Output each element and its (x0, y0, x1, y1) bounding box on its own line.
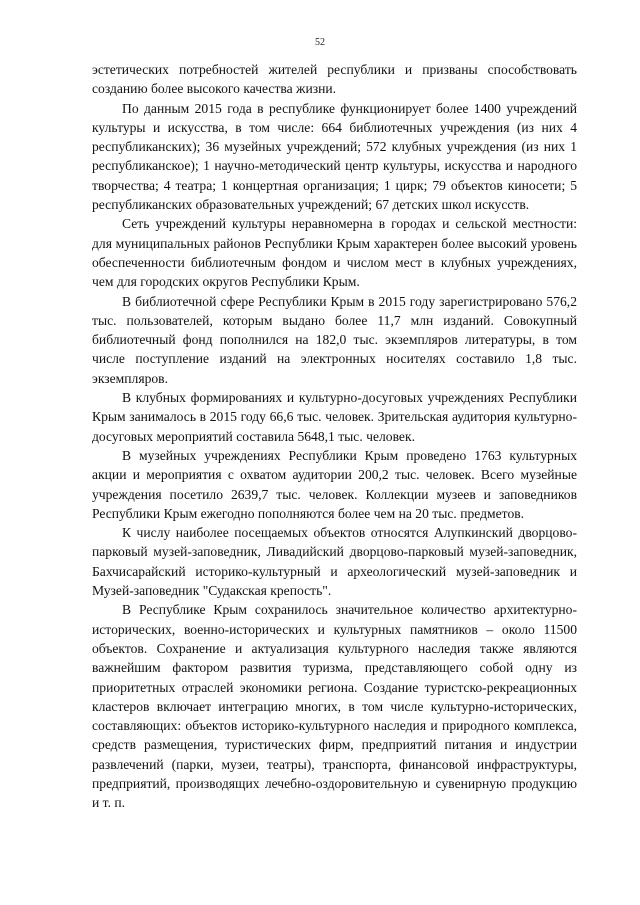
paragraph-clubs: В клубных формированиях и культурно-досуговых учреждениях Республики Крым занималось в 2015 году 66,6 тыс. человек. Зрительская аудитория культурно-досуговых мероприятий составила 5648,1 тыс. человек. (92, 390, 577, 444)
paragraph-visited-objects: К числу наиболее посещаемых объектов относятся Алупкинский дворцово-парковый музей-заповедник, Ливадийский дворцово-парковый музей-заповедник, Бахчисарайский историко-культурный и археологический музей-заповедник и Музей-заповедник "Судакская крепость". (92, 525, 577, 599)
paragraph-libraries: В библиотечной сфере Республики Крым в 2015 году зарегистрировано 576,2 тыс. пользователей, которым выдано более 11,7 млн изданий. Совокупный библиотечный фонд пополнился на 182,0 тыс. экземпляров литературы, в том числе поступление изданий на электронных носителях составило 1,8 тыс. экземпляров. (92, 293, 577, 386)
document-body (92, 60, 577, 813)
paragraph-institutions: По данным 2015 года в республике функционирует более 1400 учреждений культуры и искусства, в том числе: 664 библиотечных учреждения (из них 4 республиканских); 36 музейных учреждений; 572 клубных учреждения (из них 1 республиканское); 1 научно-методический центр культуры, искусства и народного творчества; 4 театра; 1 концертная организация; 1 цирк; 79 объектов киносети; 5 республиканских образовательных учреждений; 67 детских школ искусств. (92, 100, 577, 213)
paragraph-museums: В музейных учреждениях Республики Крым проведено 1763 культурных акции и мероприятия с охватом аудитории 200,2 тыс. человек. Всего музейные учреждения посетило 2639,7 тыс. человек. Коллекции музеев и заповедников Республики Крым ежегодно пополняются более чем на 20 тыс. предметов. (92, 447, 577, 521)
paragraph-heritage: В Республике Крым сохранилось значительное количество архитектурно-исторических, военно-исторических и культурных памятников – около 11500 объектов. Сохранение и актуализация культурного наследия также являются важнейшим фактором развития туризма, представляющего собой одну из приоритетных отраслей экономики региона. Создание туристско-рекреационных кластеров включает интеграцию многих, в том числе культурно-исторических, составляющих: объектов историко-культурного наследия и природного комплекса, средств размещения, туристических фирм, предприятий питания и индустрии развлечений (парки, музеи, театры), транспорта, финансовой инфраструктуры, предприятий, производящих лечебно-оздоровительную и сувенирную продукцию и т. п. (92, 602, 577, 811)
page-number: 52 (315, 37, 325, 48)
paragraph-network: Сеть учреждений культуры неравномерна в городах и сельской местности: для муниципальных районов Республики Крым характерен более высокий уровень обеспеченности библиотечным фондом и числом мест в клубных учреждениях, чем для городских округов Республики Крым. (92, 216, 577, 290)
paragraph-continuation: эстетических потребностей жителей республики и призваны способствовать созданию более высокого качества жизни. (92, 62, 577, 97)
